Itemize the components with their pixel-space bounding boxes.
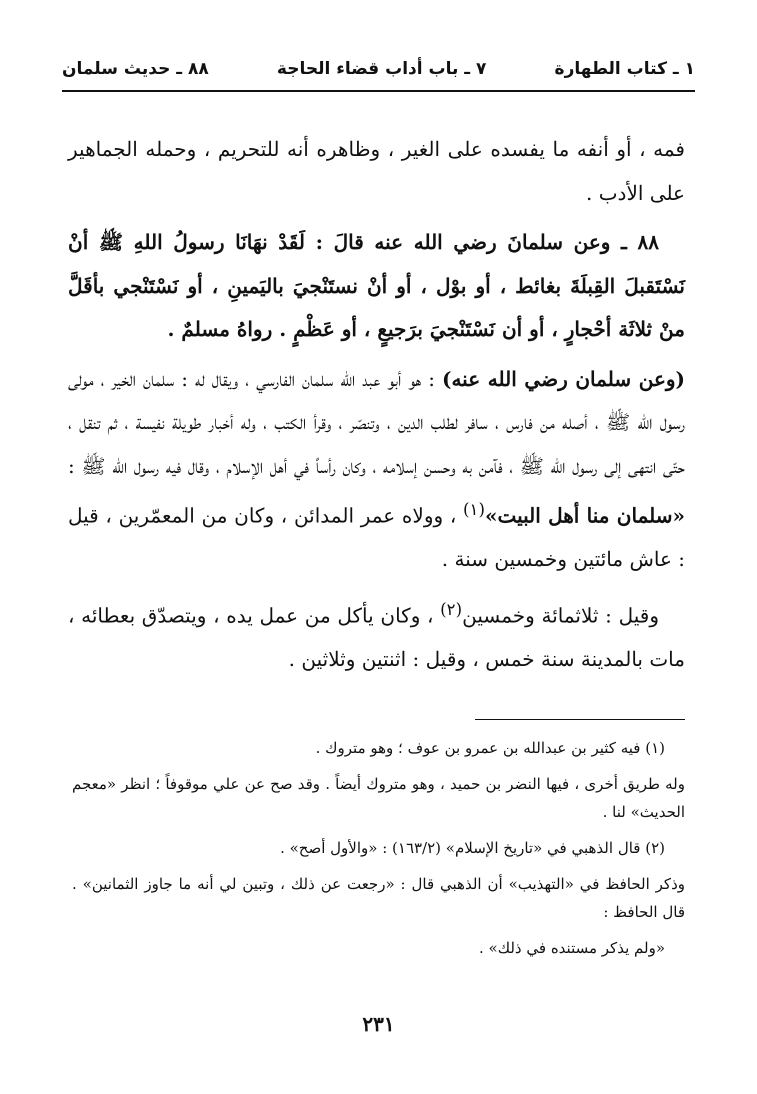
header-divider	[62, 90, 695, 92]
header-hadith-title: ٨٨ ـ حديث سلمان	[62, 59, 209, 79]
main-text	[68, 128, 685, 687]
paragraph-hadith-88: ٨٨ ـ وعن سلمانَ رضي الله عنه قالَ : لَقَدْ نهَانَا رسولُ اللهِ ﷺ أنْ نَسْتَقبلَ القِبلَةَ بغائط ، أو بوْل ، أو أنْ نستَنْجيَ باليَمينِ ، أو نَسْتَنْجي بأقَلَّ منْ ثلاثَة أحْجارٍ ، أو أن نَسْتَنْجيَ برَجيعٍ ، أو عَظْمٍ . رواهُ مسلمٌ .	[68, 230, 685, 341]
biography-quote: «سلمان منا أهل البيت»	[484, 503, 686, 528]
footnote-1-continued: وله طريق أخرى ، فيها النضر بن حميد ، وهو متروك أيضاً . وقد صح عن علي موقوفاً ؛ انظر «معجم الحديث» لنا .	[72, 775, 685, 821]
footnote-divider	[475, 719, 685, 720]
footnote-1: (١) فيه كثير بن عبدالله بن عمرو بن عوف ؛ وهو متروك .	[315, 739, 665, 757]
header-book-title: ١ ـ كتاب الطهارة	[554, 59, 695, 79]
biography-text-a: : هو أبو عبد الله سلمان الفارسي ، ويقال له : سلمان الخير ، مولى رسول الله ﷺ ، أصله من فارس ، سافر لطلب الدين ، وتنصّر ، وقرأ الكتب ، وله أخبار طويلة نفيسة ، ثم تنقل ، حتّى انتهى إلى رسول الله ﷺ ، فآمن به وحسن إسلامه ، وكان رأساً في أهل الإسلام ، وقال فيه رسول الله ﷺ :	[68, 366, 685, 478]
footnotes	[72, 734, 685, 970]
page-number: ٢٣١	[362, 1012, 395, 1036]
paragraph-commentary-end: فمه ، أو أنفه ما يفسده على الغير ، وظاهره أنه للتحريم ، وحمله الجماهير على الأدب .	[68, 137, 685, 205]
paragraph-salman-age	[68, 588, 685, 682]
running-header	[62, 52, 695, 86]
footnote-2-continued: وذكر الحافظ في «التهذيب» أن الذهبي قال : «رجعت عن ذلك ، وتبين لي أنه ما جاوز الثمانين» . قال الحافظ :	[72, 875, 685, 921]
header-chapter-title: ٧ ـ باب أداب قضاء الحاجة	[276, 59, 487, 79]
age-text-a: وقيل : ثلاثمائة وخمسين	[462, 603, 659, 628]
footnote-ref-1[interactable]: (١)	[462, 500, 485, 519]
footnote-2: (٢) قال الذهبي في «تاريخ الإسلام» (١٦٣/٢) : «والأول أصح» .	[280, 839, 665, 857]
biography-lead: (وعن سلمان رضي الله عنه)	[441, 366, 686, 391]
paragraph-salman-biography	[68, 358, 685, 582]
age-text-b: ، وكان يأكل من عمل يده ، ويتصدّق بعطائه ، مات بالمدينة سنة خمس ، وقيل : اثنتين وثلاثين .	[68, 603, 685, 671]
footnote-2-quote: «ولم يذكر مستنده في ذلك» .	[479, 939, 665, 957]
biography-text-b: ، وولاه عمر المدائن ، وكان من المعمّرين ، قيل : عاش مائتين وخمسين سنة .	[68, 503, 685, 572]
footnote-ref-2[interactable]: (٢)	[440, 599, 463, 619]
